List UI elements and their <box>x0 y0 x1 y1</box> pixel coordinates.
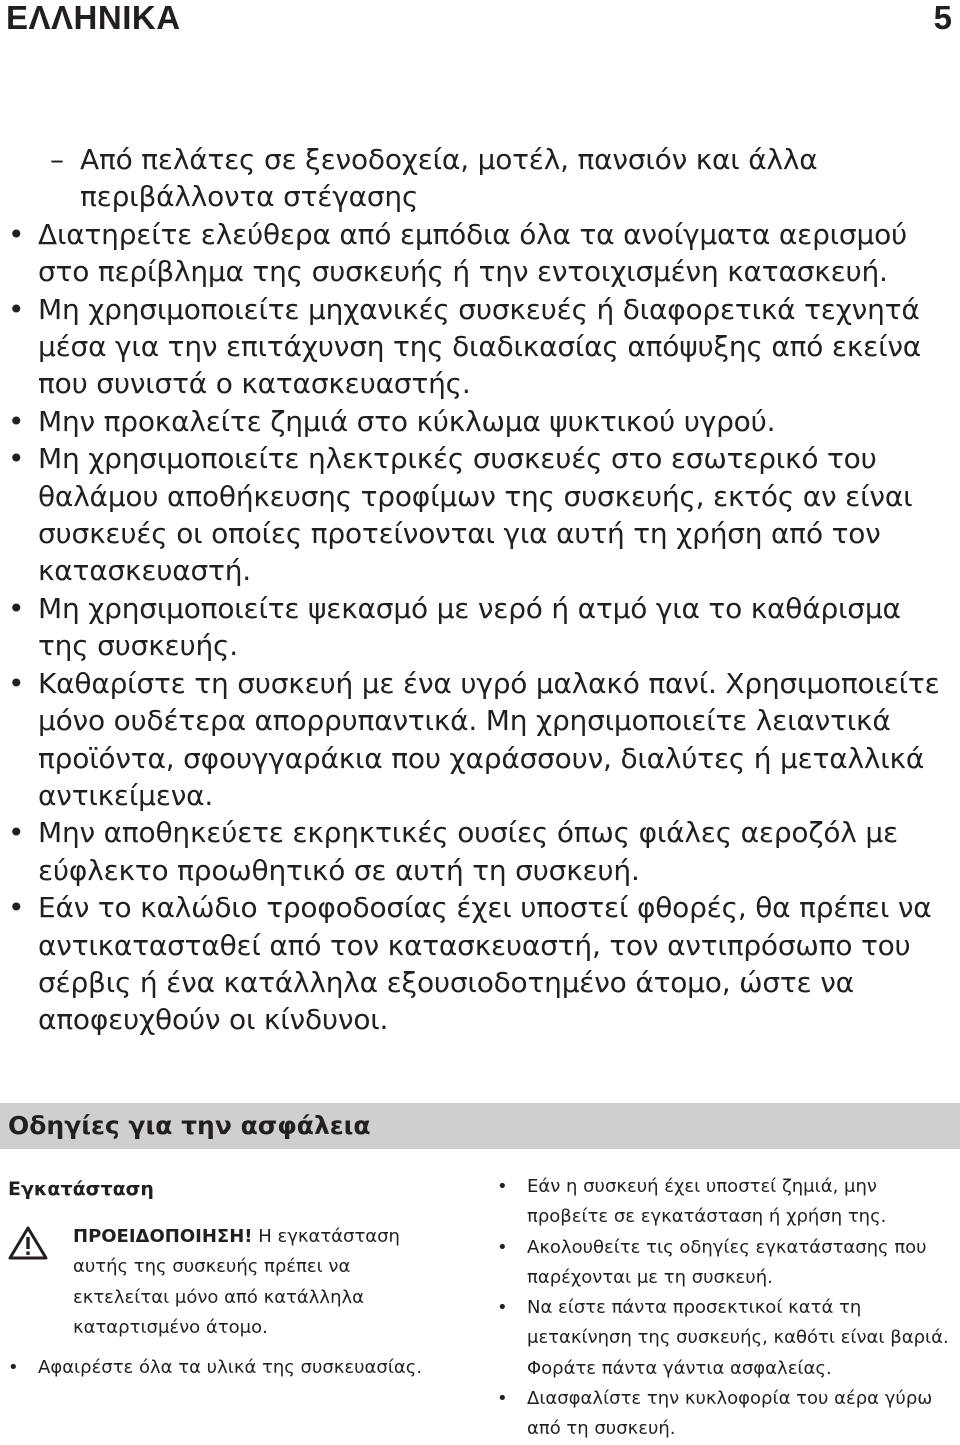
list-item <box>8 403 953 440</box>
list-item <box>497 1233 952 1294</box>
installation-heading: Εγκατάσταση <box>8 1178 154 1200</box>
list-item <box>497 1172 952 1233</box>
bullet-marker: • <box>8 442 25 476</box>
warning-block <box>73 1222 433 1343</box>
list-item <box>8 291 953 403</box>
list-item-text: Μην προκαλείτε ζημιά στο κύκλωμα ψυκτικού υγρού. <box>38 404 776 438</box>
list-item <box>497 1384 952 1445</box>
bullet-marker: • <box>497 1236 508 1258</box>
list-item <box>8 216 953 291</box>
warning-text: Η εγκατάσταση αυτής της συσκευής πρέπει να εκτελείται μόνο από κατάλληλα καταρτισμένο άτομο. <box>73 1226 400 1338</box>
list-item-text: Εάν η συσκευή έχει υποστεί ζημιά, μην προβείτε σε εγκατάσταση ή χρήση της. <box>527 1176 887 1228</box>
bullet-marker: • <box>497 1297 508 1319</box>
page-number: 5 <box>933 0 952 36</box>
list-item <box>8 814 953 889</box>
list-item <box>8 141 953 216</box>
list-item-text: Αφαιρέστε όλα τα υλικά της συσκευασίας. <box>38 1357 423 1378</box>
warning-label: ΠΡΟΕΙΔΟΠΟΙΗΣΗ! <box>73 1226 253 1247</box>
dash-marker: – <box>50 143 64 176</box>
list-item-text: Από πελάτες σε ξενοδοχεία, μοτέλ, πανσιόν και άλλα περιβάλλοντα στέγασης <box>80 143 818 214</box>
list-item <box>8 590 953 665</box>
bullet-marker: • <box>8 891 25 925</box>
list-item-text: Μη χρησιμοποιείτε μηχανικές συσκευές ή διαφορετικά τεχνητά μέσα για την επιτάχυνση της διαδικασίας απόψυξης από εκείνα που συνιστά ο κατασκευαστής. <box>38 292 922 401</box>
bullet-marker: • <box>8 816 25 850</box>
list-item-text: Μη χρησιμοποιείτε ψεκασμό με νερό ή ατμό για το καθάρισμα της συσκευής. <box>38 591 901 663</box>
list-item-text: Διατηρείτε ελεύθερα από εμπόδια όλα τα ανοίγματα αερισμού στο περίβλημα της συσκευής ή την εντοιχισμένη κατασκευή. <box>38 217 908 289</box>
bullet-marker: • <box>8 404 25 438</box>
bullet-marker: • <box>497 1176 508 1197</box>
list-item-text: Καθαρίστε τη συσκευή με ένα υγρό μαλακό πανί. Χρησιμοποιείτε μόνο ουδέτερα απορρυπαντικά. Μη χρησιμοποιείτε λειαντικά προϊόντα, σφουγγαράκια που χαράσσουν, διαλύτες ή μεταλλικά αντικείμενα. <box>38 666 940 812</box>
list-item-text: Μην αποθηκεύετε εκρηκτικές ουσίες όπως φιάλες αεροζόλ με εύφλεκτο προωθητικό σε αυτή τη συσκευή. <box>38 816 898 887</box>
main-bullet-list <box>8 141 953 1039</box>
list-item-text: Διασφαλίστε την κυκλοφορία του αέρα γύρω από τη συσκευή. <box>527 1388 933 1440</box>
list-item <box>497 1293 952 1384</box>
bullet-marker: • <box>8 292 25 326</box>
list-item-text: Μη χρησιμοποιείτε ηλεκτρικές συσκευές στο εσωτερικό του θαλάμου αποθήκευσης τροφίμων της συσκευής, εκτός αν είναι συσκευές οι οποίες προτείνονται για αυτή τη χρήση από τον κατασκευαστή. <box>38 442 913 588</box>
installation-list-right <box>497 1172 952 1445</box>
bullet-marker: • <box>8 666 25 700</box>
bullet-marker: • <box>8 217 25 251</box>
bullet-marker: • <box>8 1357 19 1378</box>
list-item <box>8 665 953 815</box>
header-language: ΕΛΛΗΝΙΚΑ <box>6 0 181 36</box>
installation-list-left <box>8 1353 428 1383</box>
list-item-text: Ακολουθείτε τις οδηγίες εγκατάστασης που παρέχονται με τη συσκευή. <box>527 1236 927 1288</box>
list-item-text: Εάν το καλώδιο τροφοδοσίας έχει υποστεί φθορές, θα πρέπει να αντικατασταθεί από τον κατασκευαστή, τον αντιπρόσωπο του σέρβις ή ένα κατάλληλα εξουσιοδοτημένο άτομο, ώστε να αποφευχθούν οι κίνδυνοι. <box>38 891 932 1037</box>
section-title: Οδηγίες για την ασφάλεια <box>8 1111 371 1140</box>
list-item <box>8 1353 428 1383</box>
warning-triangle-icon <box>8 1226 48 1260</box>
list-item-text: Να είστε πάντα προσεκτικοί κατά τη μετακίνηση της συσκευής, καθότι είναι βαριά. Φοράτε πάντα γάντια ασφαλείας. <box>527 1297 949 1379</box>
list-item <box>8 440 953 590</box>
list-item <box>8 889 953 1039</box>
bullet-marker: • <box>8 591 25 625</box>
bullet-marker: • <box>497 1388 508 1410</box>
